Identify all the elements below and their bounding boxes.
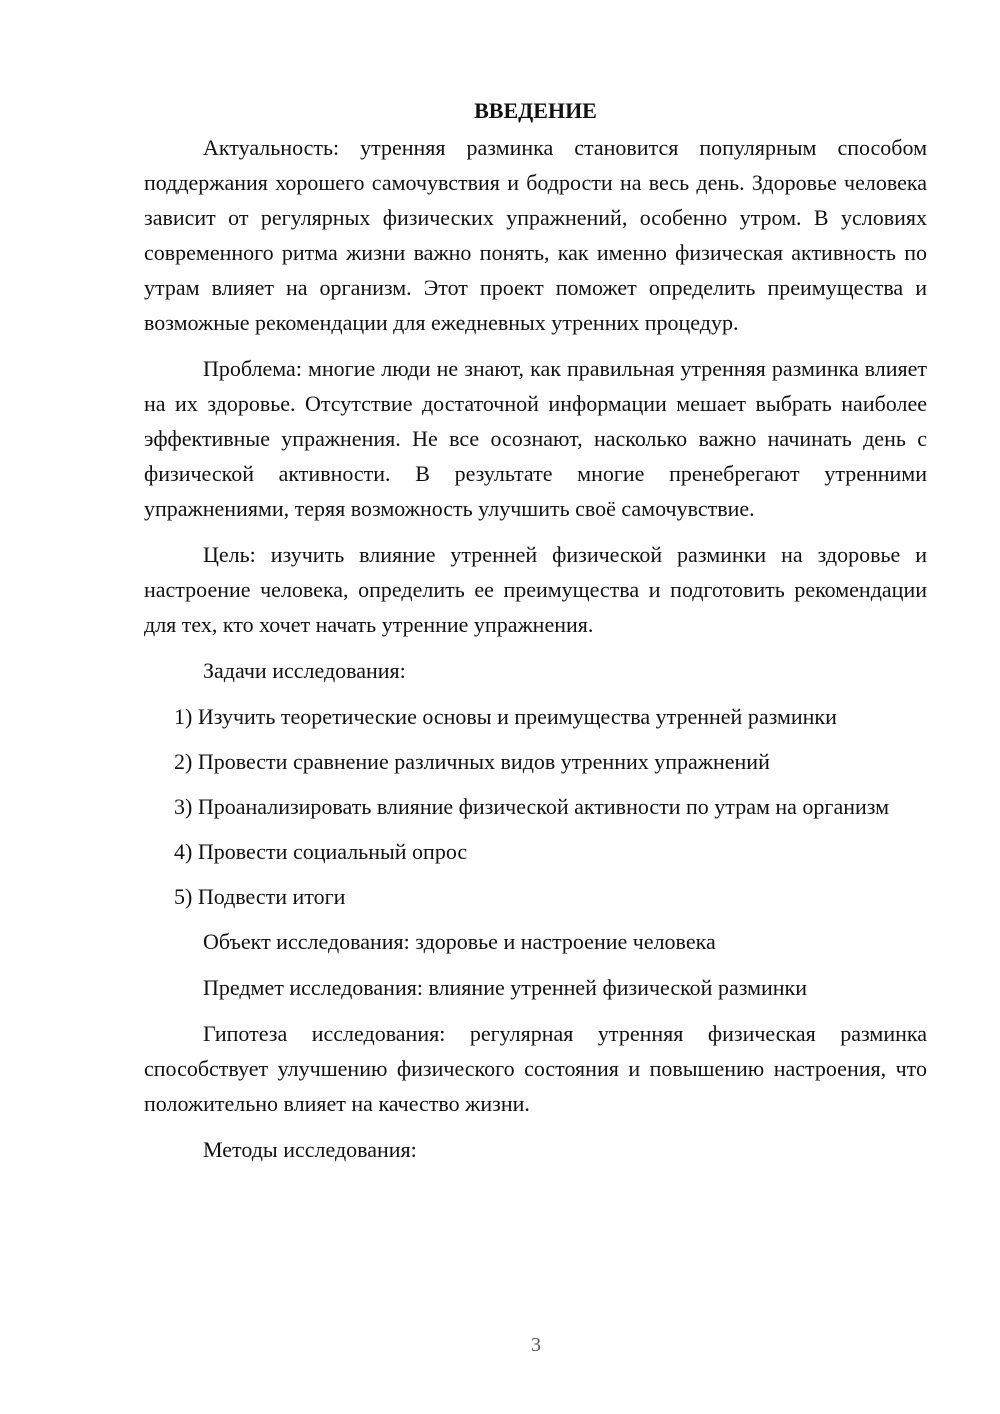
- section-title: ВВЕДЕНИЕ: [474, 98, 597, 123]
- problem-paragraph: Проблема: многие люди не знают, как правильная утренняя разминка влияет на их здоровье. Отсутствие достаточной информации мешает выбрать наиболее эффективные упражнения. Не все осознают, насколько важно начинать день с физической активности. В результате многие пренебрегают утренними упражнениями, теряя возможность улучшить своё самочувствие.: [144, 356, 927, 521]
- research-methods-heading: Методы исследования:: [203, 1137, 417, 1162]
- research-subject: Предмет исследования: влияние утренней физической разминки: [203, 975, 808, 1000]
- research-hypothesis: Гипотеза исследования: регулярная утренняя физическая разминка способствует улучшению физического состояния и повышению настроения, что положительно влияет на качество жизни.: [144, 1021, 927, 1116]
- goal-paragraph: Цель: изучить влияние утренней физической разминки на здоровье и настроение человека, определить ее преимущества и подготовить рекомендации для тех, кто хочет начать утренние упражнения.: [144, 542, 927, 637]
- task-item-4: 4) Провести социальный опрос: [174, 839, 468, 864]
- relevance-paragraph: Актуальность: утренняя разминка становится популярным способом поддержания хорошего самочувствия и бодрости на весь день. Здоровье человека зависит от регулярных физических упражнений, особенно утром. В условиях современного ритма жизни важно понять, как именно физическая активность по утрам влияет на организм. Этот проект поможет определить преимущества и возможные рекомендации для ежедневных утренних процедур.: [144, 135, 927, 335]
- page-content: [144, 94, 927, 1178]
- task-item-5: 5) Подвести итоги: [174, 884, 346, 909]
- task-item-1: 1) Изучить теоретические основы и преимущества утренней разминки: [174, 704, 837, 729]
- task-item-3: 3) Проанализировать влияние физической активности по утрам на организм: [174, 794, 890, 819]
- task-item-2: 2) Провести сравнение различных видов утренних упражнений: [174, 749, 770, 774]
- page-number: 3: [531, 1334, 541, 1356]
- research-object: Объект исследования: здоровье и настроение человека: [203, 929, 716, 954]
- tasks-heading: Задачи исследования:: [203, 658, 406, 683]
